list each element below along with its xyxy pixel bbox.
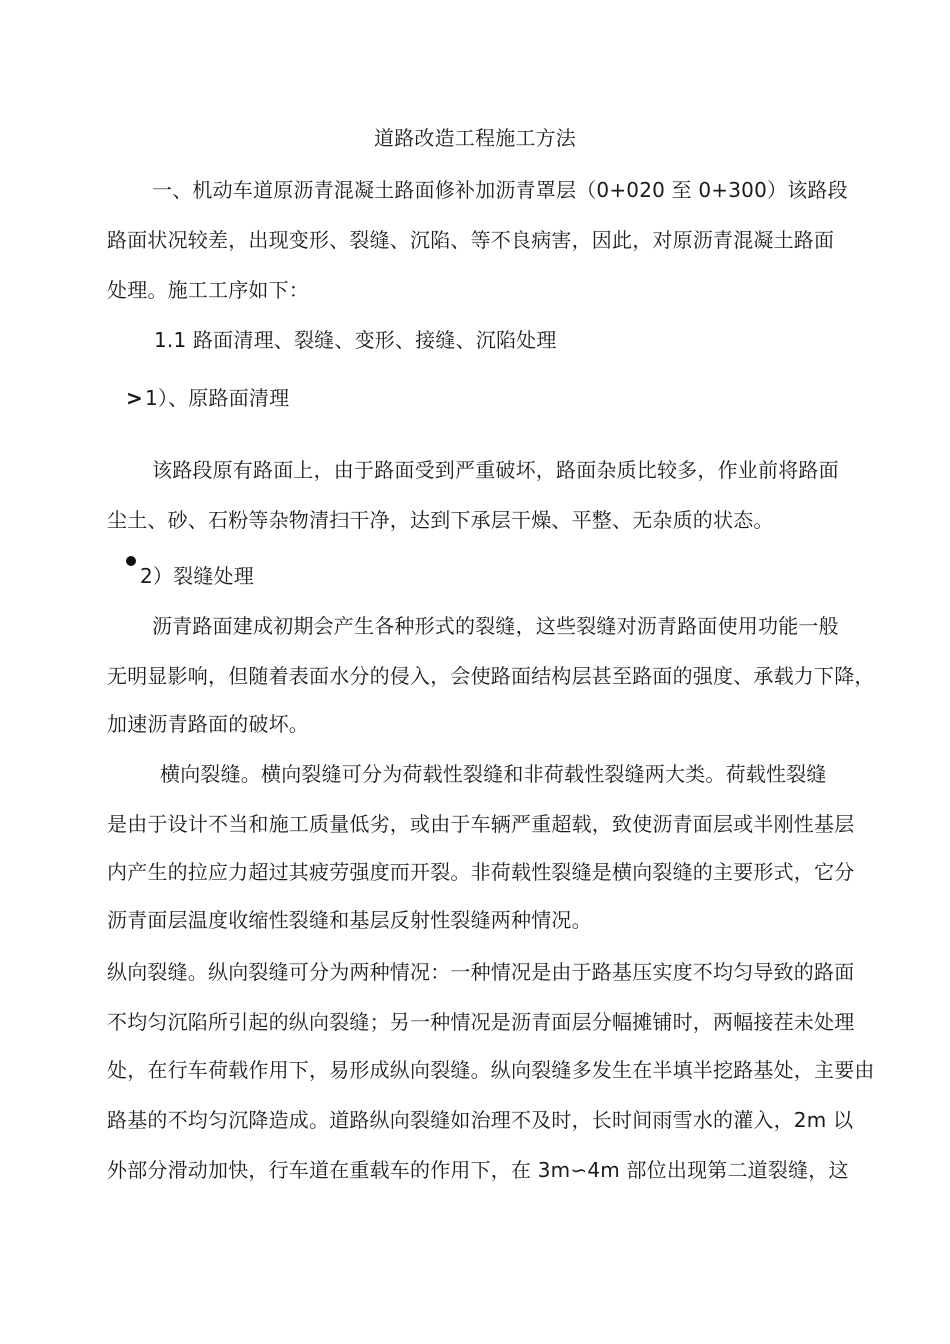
paragraph-line: 处理。施工工序如下： — [107, 278, 309, 302]
paragraph-line: 内产生的拉应力超过其疲劳强度而开裂。非荷载性裂缝是横向裂缝的主要形式，它分 — [107, 860, 855, 884]
paragraph-line: 路基的不均匀沉降造成。道路纵向裂缝如治理不及时，长时间雨雪水的灌入，2m 以 — [107, 1108, 854, 1132]
paragraph-line: 是由于设计不当和施工质量低劣，或由于车辆严重超载，致使沥青面层或半刚性基层 — [107, 812, 855, 836]
paragraph-line: 横向裂缝。横向裂缝可分为荷载性裂缝和非荷载性裂缝两大类。荷载性裂缝 — [160, 762, 827, 786]
section-heading: 1.1 路面清理、裂缝、变形、接缝、沉陷处理 — [154, 328, 557, 352]
paragraph-line: 该路段原有路面上，由于路面受到严重破坏，路面杂质比较多，作业前将路面 — [152, 458, 839, 482]
paragraph-line: 处，在行车荷载作用下，易形成纵向裂缝。纵向裂缝多发生在半填半挖路基处，主要由 — [107, 1058, 875, 1082]
paragraph-line: 无明显影响，但随着表面水分的侵入，会使路面结构层甚至路面的强度、承载力下降， — [107, 664, 875, 688]
document-title: 道路改造工程施工方法 — [374, 126, 576, 150]
paragraph-line: 一、机动车道原沥青混凝土路面修补加沥青罩层（0+020 至 0+300）该路段 — [152, 178, 848, 202]
paragraph-line: 不均匀沉陷所引起的纵向裂缝；另一种情况是沥青面层分幅摊铺时，两幅接茬未处理 — [107, 1010, 855, 1034]
paragraph-line: 路面状况较差，出现变形、裂缝、沉陷、等不良病害，因此，对原沥青混凝土路面 — [107, 228, 835, 252]
paragraph-line: 外部分滑动加快，行车道在重载车的作用下，在 3m∽4m 部位出现第二道裂缝，这 — [107, 1158, 849, 1182]
paragraph-line: 沥青路面建成初期会产生各种形式的裂缝，这些裂缝对沥青路面使用功能一般 — [152, 614, 839, 638]
paragraph-line: 纵向裂缝。纵向裂缝可分为两种情况：一种情况是由于路基压实度不均匀导致的路面 — [107, 960, 855, 984]
dot-bullet-icon — [126, 556, 136, 566]
subsection-heading — [126, 384, 289, 412]
paragraph-line: 沥青面层温度收缩性裂缝和基层反射性裂缝两种情况。 — [107, 908, 592, 932]
subsection-heading: 2）裂缝处理 — [140, 564, 254, 588]
arrow-bullet-icon: > — [126, 386, 143, 410]
subsection-heading-text: 1）、原路面清理 — [144, 386, 290, 410]
paragraph-line: 尘土、砂、石粉等杂物清扫干净，达到下承层干燥、平整、无杂质的状态。 — [107, 508, 774, 532]
paragraph-line: 加速沥青路面的破坏。 — [107, 712, 309, 736]
